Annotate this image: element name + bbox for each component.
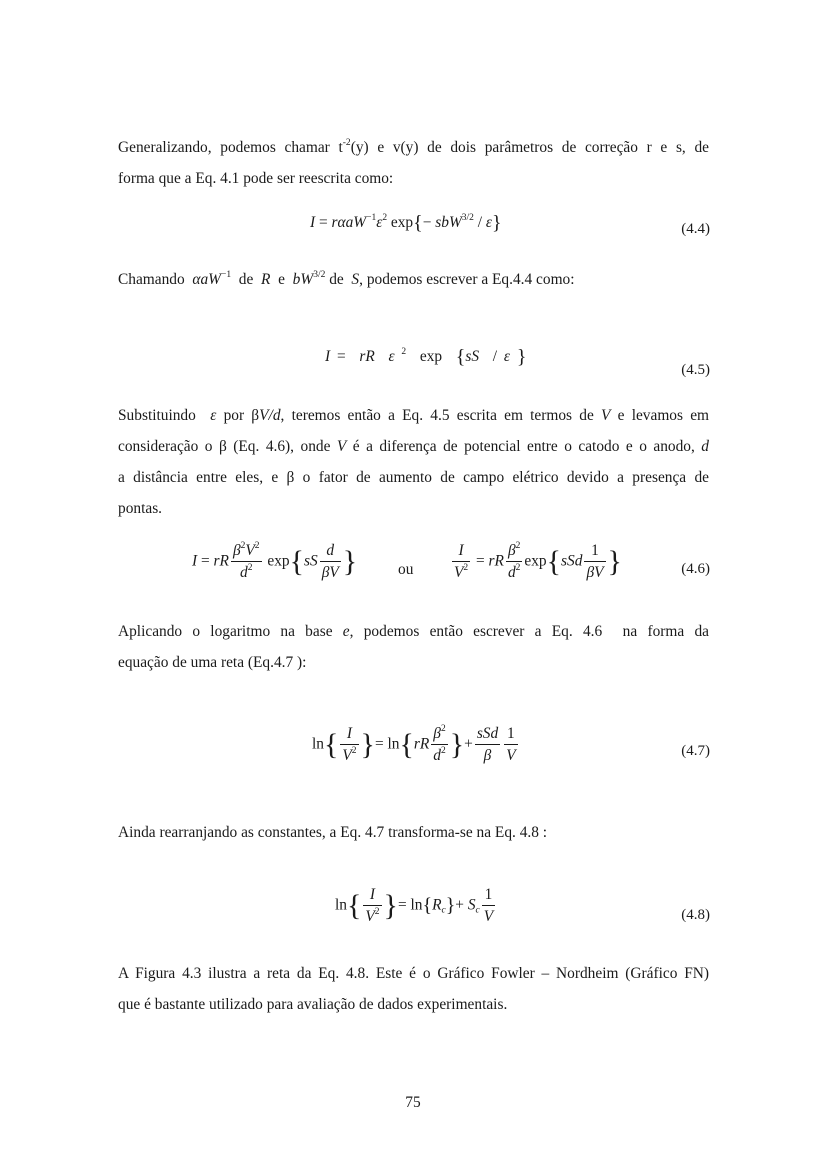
equation-4-8: ln{ $\frac{I}{V^2}$ }= $\ln\{R_c\}+ S_c$ $\frac{1}{V}$ — [335, 886, 494, 925]
paragraph-ainda — [118, 817, 709, 848]
equation-4-7: ln{ $\frac{I}{V^2}$ }= ln{rR $\frac{\beta^2}{d^2}$ }+ $\frac{\text{sSd}}{\beta}$ $\frac{1}{V}$ — [312, 724, 516, 764]
equation-connector: ou — [398, 561, 414, 578]
equation-4-6-left: I = rR $\frac{\beta^2V^2}{d^2}$ exp{sS $\frac{d}{\beta V}$ } — [192, 541, 358, 581]
equation-number: (4.6) — [681, 561, 710, 577]
paragraph-line: A Figura 4.3 ilustra a reta da Eq. 4.8. Este é o Gráfico Fowler – Nordheim (Gráfico FN) — [118, 965, 709, 982]
paragraph-line: Aplicando o logaritmo na base e, podemos então escrever a Eq. 4.6 na forma da — [118, 623, 709, 640]
equation-4-4: $I = r\alpha aW^{-1}\varepsilon^2$ exp{− sbW$^{3/2}$ / ε} — [310, 212, 502, 234]
equation-4-6-right: $\frac{I}{V^2}$ = rR $\frac{\beta^2}{d^2}$ exp{sSd $\frac{1}{\beta V}$ } — [454, 541, 622, 581]
equation-number: (4.4) — [681, 221, 710, 237]
equation-4-5: I = rR ε $^2$ exp {sS / ε } — [325, 346, 527, 368]
paragraph-line: a distância entre eles, e β o fator de aumento de campo elétrico devido a presença de — [118, 469, 709, 486]
paragraph-line: Generalizando, podemos chamar $t^{-2}(y)$ e v(y) de dois parâmetros de correção r e s, de — [118, 138, 709, 156]
equation-number: (4.8) — [681, 907, 710, 923]
paragraph-line: Substituindo ε por βV/d, teremos então a Eq. 4.5 escrita em termos de V e levamos em — [118, 407, 710, 424]
page-number: 75 — [405, 1094, 421, 1111]
paragraph-chamando — [118, 264, 709, 295]
equation-number: (4.7) — [681, 743, 710, 759]
paragraph-line: pontas. — [118, 500, 163, 517]
paragraph-generalizando — [118, 132, 709, 194]
paragraph-line: Chamando αaW$^{-1}$ de R e $bW^{3/2}$ de S, podemos escrever a Eq.4.4 como: — [118, 270, 575, 288]
paragraph-figura — [118, 958, 709, 1020]
paragraph-line: forma que a Eq. 4.1 pode ser reescrita como: — [118, 170, 394, 187]
paragraph-line: equação de uma reta (Eq.4.7 ): — [118, 654, 307, 671]
equation-number: (4.5) — [681, 362, 710, 378]
paragraph-line: consideração o β (Eq. 4.6), onde V é a diferença de potencial entre o catodo e o anodo, d — [118, 438, 709, 455]
paragraph-aplicando — [118, 616, 709, 678]
paragraph-line: que é bastante utilizado para avaliação de dados experimentais. — [118, 996, 508, 1013]
paragraph-line: Ainda rearranjando as constantes, a Eq. 4.7 transforma-se na Eq. 4.8 : — [118, 824, 548, 841]
paragraph-substituindo — [118, 400, 709, 524]
